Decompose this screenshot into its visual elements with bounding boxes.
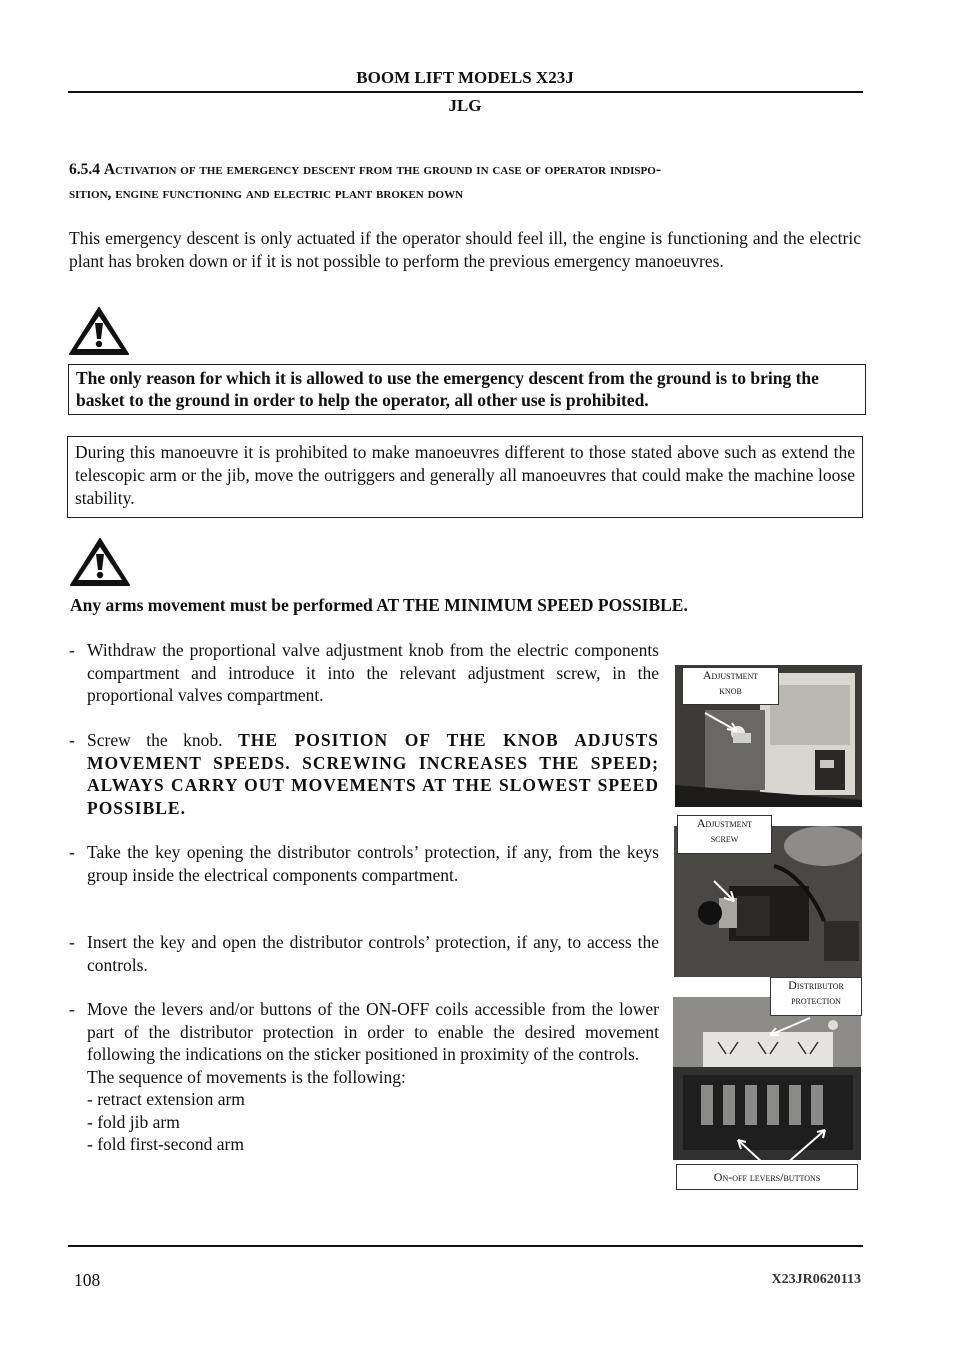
sequence-item: - fold jib arm	[87, 1111, 180, 1132]
sequence-intro: The sequence of movements is the following:	[87, 1066, 406, 1087]
step-text: Withdraw the proportional valve adjustment knob from the electric components compartment and introduce it into the relevant adjustment screw, in the proportional valves compartment.	[87, 640, 659, 705]
sequence-item: - retract extension arm	[87, 1089, 245, 1109]
sequence-item: - fold first-second arm	[87, 1134, 244, 1154]
intro-paragraph: This emergency descent is only actuated if the operator should feel ill, the engine is functioning and the electric plant has broken down or if it is not possible to perform the previous emergency manoeuvres.	[69, 228, 861, 271]
section-title-line-1: Activation of the emergency descent from the ground in case of operator indispo-	[103, 161, 661, 178]
section-title-line-2: sition, engine functioning and electric plant broken down	[69, 185, 464, 202]
speed-caution-text: THE POSITION OF THE KNOB ADJUSTS MOVEMENT SPEEDS. SCREWING INCREASES THE SPEED; ALWAYS CARRY OUT MOVEMENTS AT THE SLOWEST SPEED POSSIBLE.	[87, 730, 659, 818]
warning-triangle-icon	[68, 306, 130, 356]
minimum-speed-warning: Any arms movement must be performed AT THE MINIMUM SPEED POSSIBLE.	[70, 595, 688, 615]
document-id: X23JR0620113	[771, 1272, 861, 1287]
warning-triangle-icon	[69, 537, 131, 587]
notice-box: During this manoeuvre it is prohibited to make manoeuvres different to those stated above such as extend the telescopic arm or the jib, move the outriggers and generally all manoeuvres that could make the machine loose stability.	[67, 436, 863, 518]
step-text: Insert the key and open the distributor controls’ protection, if any, to access the controls.	[87, 932, 659, 975]
step-item: - Move the levers and/or buttons of the ON-OFF coils accessible from the lower part of the distributor protection in order to enable the desired movement following the indications on the sticker positioned in proximity of the controls. The sequence of movements is the following: - retract extension arm - fold jib arm - fold first-second arm	[69, 999, 659, 1154]
step-text: Take the key opening the distributor controls’ protection, if any, from the keys group inside the electrical components compartment.	[87, 842, 659, 885]
running-header-title: BOOM LIFT MODELS X23J	[356, 68, 574, 87]
step-item: - Screw the knob. THE POSITION OF THE KNOB ADJUSTS MOVEMENT SPEEDS. SCREWING INCREASES THE SPEED; ALWAYS CARRY OUT MOVEMENTS AT THE SLOWEST SPEED POSSIBLE.	[69, 730, 659, 818]
warning-box: The only reason for which it is allowed to use the emergency descent from the ground is to bring the basket to the ground in order to help the operator, all other use is prohibited.	[68, 364, 866, 415]
step-item: - Withdraw the proportional valve adjustment knob from the electric components compartment and introduce it into the relevant adjustment screw, in the proportional valves compartment.	[69, 640, 659, 705]
step-item: - Take the key opening the distributor controls’ protection, if any, from the keys group inside the electrical components compartment.	[69, 842, 659, 885]
adjustment-screw-callout: Adjustment screw	[677, 815, 772, 854]
section-number: 6.5.4	[69, 161, 100, 178]
step-text: Move the levers and/or buttons of the ON-OFF coils accessible from the lower part of the distributor protection in order to enable the desired movement following the indications on the sticker positioned in proximity of the controls.	[87, 999, 659, 1064]
distributor-protection-callout: Distributor protection	[770, 977, 862, 1016]
step-item: - Insert the key and open the distributor controls’ protection, if any, to access the controls.	[69, 932, 659, 975]
running-header-brand: JLG	[448, 96, 482, 115]
page-number: 108	[74, 1270, 101, 1290]
callout-arrows	[730, 1000, 850, 1170]
section-heading	[69, 158, 863, 206]
on-off-levers-callout: On-off levers/buttons	[676, 1164, 858, 1190]
adjustment-knob-callout: Adjustment knob	[682, 667, 779, 705]
footer-rule	[68, 1245, 863, 1247]
header-rule	[68, 91, 863, 93]
step-text: Screw the knob. THE POSITION OF THE KNOB ADJUSTS MOVEMENT SPEEDS. SCREWING INCREASES THE SPEED; ALWAYS CARRY OUT MOVEMENTS AT THE SLOWEST SPEED POSSIBLE.	[87, 730, 659, 818]
